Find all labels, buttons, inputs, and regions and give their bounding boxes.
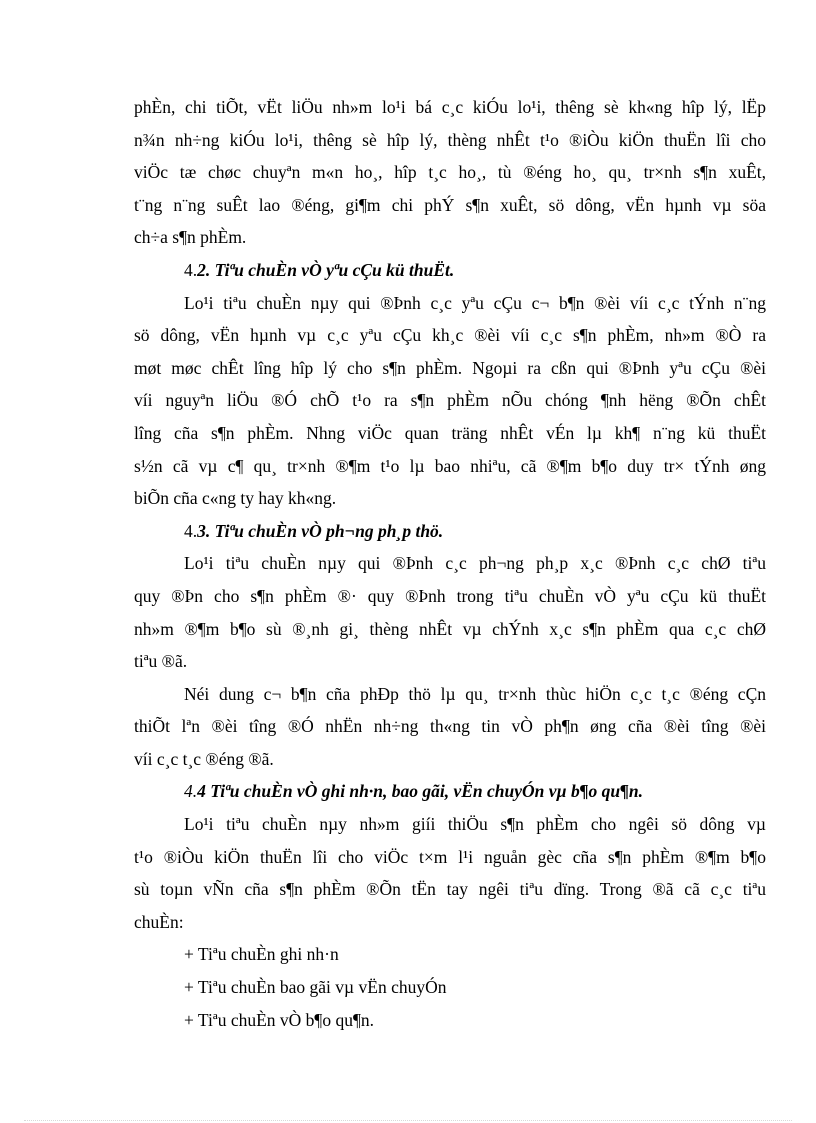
text-line: Lo¹i tiªu chuÈn nµy qui ®Þnh c¸c ph¬ng ph¸p x¸c ®Þnh c¸c chØ tiªu bbox=[184, 553, 766, 574]
text-line: víi nguyªn liÖu ®Ó chÕ t¹o ra s¶n phÈm nÕu chóng ¶nh hëng ®Õn chÊt bbox=[134, 390, 766, 411]
section-title: 2. Tiªu chuÈn vÒ yªu cÇu kü thuËt. bbox=[197, 259, 455, 280]
text-line: nh»m ®¶m b¶o sù ®¸nh gi¸ thèng nhÊt vµ chÝnh x¸c s¶n phÈm qua c¸c chØ bbox=[134, 618, 766, 639]
paragraph-technical-requirements bbox=[134, 287, 766, 515]
section-heading-4-2 bbox=[134, 254, 766, 287]
text-line: phÈn, chi tiÕt, vËt liÖu nh»m lo¹i bá c¸c kiÓu lo¹i, thêng sè kh«ng hîp lý, lËp bbox=[134, 97, 766, 117]
text-line: ch÷a s¶n phÈm. bbox=[134, 227, 247, 248]
paragraph-labeling bbox=[134, 808, 766, 938]
text-line: biÕn cña c«ng ty hay kh«ng. bbox=[134, 488, 337, 509]
paragraph-test-content bbox=[134, 678, 766, 776]
text-line: quy ®Þn cho s¶n phÈm ®· quy ®Þnh trong tiªu chuÈn vÒ yªu cÇu kü thuËt bbox=[134, 585, 766, 606]
paragraph-test-methods bbox=[134, 547, 766, 677]
text-line: n¾n nh÷ng kiÓu lo¹i, thêng sè hîp lý, thèng nhÊt t¹o ®iÒu kiÖn thuËn lîi cho bbox=[134, 129, 766, 150]
text-line: lîng cña s¶n phÈm. Nhng viÖc quan träng nhÊt vÉn lµ kh¶ n¨ng kü thuËt bbox=[134, 422, 766, 443]
text-line: sö dông, vËn hµnh vµ c¸c yªu cÇu kh¸c ®èi víi c¸c s¶n phÈm, nh»m ®Ò ra bbox=[134, 325, 766, 346]
section-heading-4-3 bbox=[134, 515, 766, 548]
text-line: møt møc chÊt lîng hîp lý cho s¶n phÈm. Ngoµi ra cßn qui ®Þnh yªu cÇu ®èi bbox=[134, 357, 766, 378]
text-line: viÖc tæ chøc chuyªn m«n ho¸, hîp t¸c ho¸, tù ®éng ho¸ qu¸ tr×nh s¶n xuÊt, bbox=[134, 162, 766, 183]
section-number: 4. bbox=[184, 259, 198, 280]
text-line: sù toµn vÑn cña s¶n phÈm ®Õn tËn tay ngêi tiªu dïng. Trong ®ã cã c¸c tiªu bbox=[134, 879, 766, 900]
list-item: + Tiªu chuÈn vÒ b¶o qu¶n. bbox=[184, 1009, 375, 1030]
text-line: Néi dung c¬ b¶n cña phÐp thö lµ qu¸ tr×nh thùc hiÖn c¸c t¸c ®éng cÇn bbox=[184, 683, 766, 704]
page-bottom-divider bbox=[24, 1120, 792, 1121]
section-title: 4 Tiªu chuÈn vÒ ghi nh·n, bao gãi, vËn chuyÓn vµ b¶o qu¶n. bbox=[197, 781, 643, 802]
document-body bbox=[134, 91, 766, 1036]
text-line: víi c¸c t¸c ®éng ®ã. bbox=[134, 748, 274, 769]
list-item: + Tiªu chuÈn ghi nh·n bbox=[184, 944, 339, 965]
text-line: tiªu ®ã. bbox=[134, 651, 188, 672]
text-line: t¨ng n¨ng suÊt lao ®éng, gi¶m chi phÝ s¶n xuÊt, sö dông, vËn hµnh vµ söa bbox=[134, 194, 766, 215]
text-line: s½n cã vµ c¶ qu¸ tr×nh ®¶m t¹o lµ bao nhiªu, cã ®¶m b¶o duy tr× tÝnh øng bbox=[134, 455, 766, 476]
text-line: Lo¹i tiªu chuÈn nµy qui ®Þnh c¸c yªu cÇu c¬ b¶n ®èi víi c¸c tÝnh n¨ng bbox=[184, 292, 766, 313]
paragraph-continuation bbox=[134, 91, 766, 254]
text-line: Lo¹i tiªu chuÈn nµy nh»m giíi thiÖu s¶n phÈm cho ngêi sö dông vµ bbox=[184, 814, 766, 835]
text-line: t¹o ®iÒu kiÖn thuËn lîi cho viÖc t×m l¹i nguån gèc cña s¶n phÈm ®¶m b¶o bbox=[134, 846, 766, 867]
section-number: 4. bbox=[184, 520, 198, 541]
text-line: chuÈn: bbox=[134, 911, 184, 932]
list-item: + Tiªu chuÈn bao gãi vµ vËn chuyÓn bbox=[184, 977, 447, 998]
text-line: thiÕt lªn ®èi tîng ®Ó nhËn nh÷ng th«ng tin vÒ ph¶n øng cña ®èi tîng ®èi bbox=[134, 716, 766, 737]
section-heading-4-4 bbox=[134, 775, 766, 808]
standards-list bbox=[134, 938, 766, 1036]
section-number: 4. bbox=[184, 781, 198, 802]
section-title: 3. Tiªu chuÈn vÒ ph¬ng ph¸p thö. bbox=[197, 520, 444, 541]
